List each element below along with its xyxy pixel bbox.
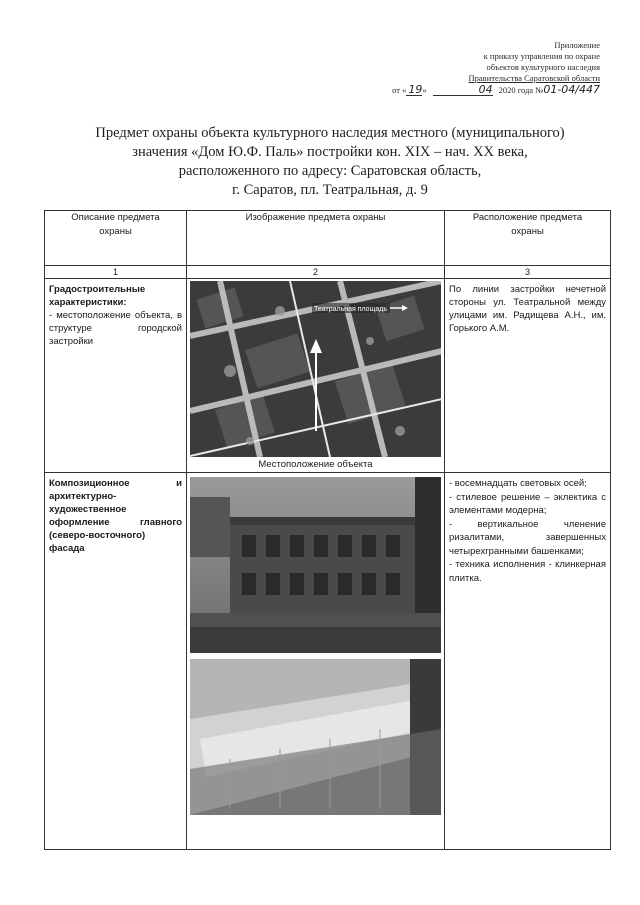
- facade-photo: [190, 477, 441, 653]
- map-caption: Местоположение объекта: [258, 459, 373, 470]
- row2-description-cell: [45, 473, 187, 850]
- row2-items-list: [445, 473, 610, 585]
- appendix-block: [360, 40, 600, 96]
- date-close: »: [422, 85, 427, 95]
- protection-table: [44, 210, 611, 850]
- row1-description: - местоположение объекта, в структуре городской застройки: [49, 310, 182, 347]
- list-item: - техника исполнения - клинкерная плитка.: [449, 559, 606, 584]
- row2-location-cell: [445, 473, 611, 850]
- map-label: Театральная площадь: [314, 306, 387, 313]
- appendix-date-line: [360, 84, 600, 96]
- title-line-4: г. Саратов, пл. Театральная, д. 9: [232, 182, 428, 198]
- appendix-line-3: объектов культурного наследия: [486, 62, 600, 72]
- appendix-line-2: к приказу управления по охране: [483, 51, 600, 61]
- table-row: [45, 473, 611, 850]
- row1-image-cell: [187, 279, 445, 473]
- document-title: [60, 124, 600, 200]
- date-month: 04: [433, 84, 493, 96]
- date-day: 19: [408, 83, 423, 96]
- row2-description: Композиционное и архитектурно-художественное оформление главного (северо-восточного) фасада: [49, 478, 182, 554]
- header-location: Расположение предмета охраны: [445, 211, 611, 266]
- appendix-line-4: Правительства Саратовской области: [468, 73, 600, 83]
- list-item: - стилевое решение – эклектика с элементами модерна;: [449, 491, 606, 516]
- header-image: Изображение предмета охраны: [187, 211, 445, 266]
- column-number-3: 3: [445, 266, 611, 279]
- order-number: 01-04/447: [543, 83, 600, 96]
- date-prefix: от «: [392, 85, 407, 95]
- row1-location: По линии застройки нечетной стороны ул. Театральной между улицами им. Радищева А.Н., им. Горького А.М.: [449, 284, 606, 334]
- appendix-line-1: Приложение: [554, 40, 600, 50]
- column-number-1: 1: [45, 266, 187, 279]
- header-description: Описание предмета охраны: [45, 211, 187, 266]
- row1-description-cell: [45, 279, 187, 473]
- row1-title: Градостроительные характеристики:: [49, 284, 146, 308]
- location-map-image: [190, 281, 441, 457]
- title-line-3: расположенного по адресу: Саратовская область,: [178, 163, 482, 179]
- column-number-2: 2: [187, 266, 445, 279]
- table-header-row: [45, 211, 611, 266]
- table-number-row: [45, 266, 611, 279]
- list-item: - восемнадцать световых осей;: [449, 478, 587, 489]
- title-line-1: Предмет охраны объекта культурного наследия местного (муниципального): [95, 125, 565, 141]
- table-row: [45, 279, 611, 473]
- facade-corner-photo: [190, 659, 441, 815]
- title-line-2: значения «Дом Ю.Ф. Паль» постройки кон. XIX – нач. XX века,: [132, 144, 528, 160]
- row1-location-cell: [445, 279, 611, 473]
- list-item: - вертикальное членение ризалитами, завершенных четырехгранными башенками;: [449, 518, 606, 557]
- row2-image-cell: [187, 473, 445, 850]
- date-year: 2020 года №: [498, 85, 544, 95]
